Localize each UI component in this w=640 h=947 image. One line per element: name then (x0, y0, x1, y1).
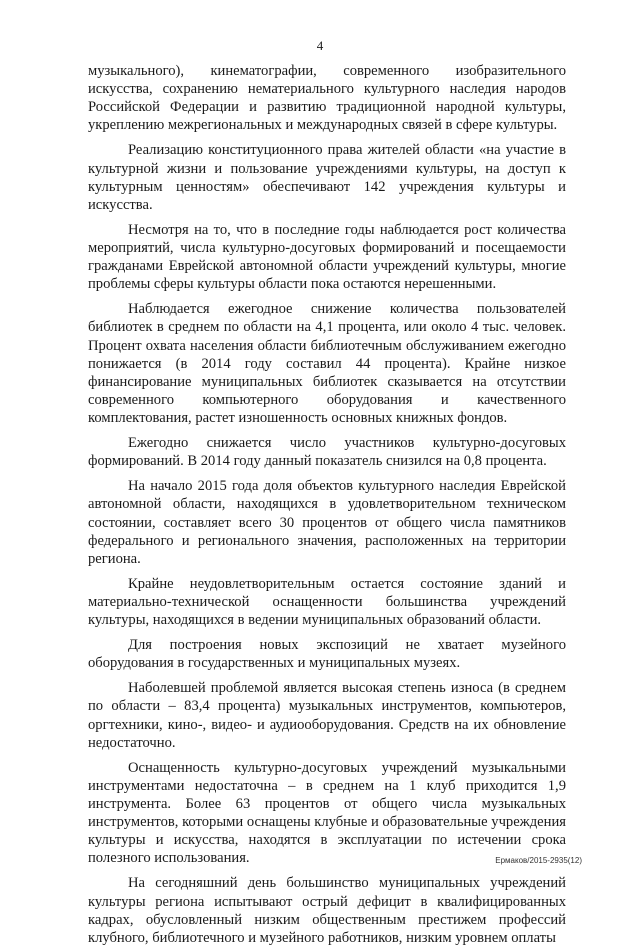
document-body (88, 62, 566, 947)
document-code: Ермаков/2015-2935(12) (495, 856, 582, 865)
paragraph: Крайне неудовлетворительным остается состояние зданий и материально-технической оснащенности большинства учреждений культуры, находящихся в ведении муниципальных образований области. (88, 575, 566, 629)
paragraph: Ежегодно снижается число участников культурно-досуговых формирований. В 2014 году данный показатель снизился на 0,8 процента. (88, 435, 566, 470)
paragraph: Для построения новых экспозиций не хватает музейного оборудования в государственных и муниципальных музеях. (88, 637, 566, 672)
paragraph: Наболевшей проблемой является высокая степень износа (в среднем по области – 83,4 процента) музыкальных инструментов, компьютеров, оргтехники, кино-, видео- и аудиооборудования. Средств на их обновление недостаточно. (88, 680, 566, 751)
paragraph: Оснащенность культурно-досуговых учреждений музыкальными инструментами недостаточна – в среднем на 1 клуб приходится 1,9 инструмента. Более 63 процентов от общего числа музыкальных инструментов, которыми оснащены клубные и образовательные учреждения культуры и искусства, находятся в эксплуатации по истечении срока полезного использования. (88, 759, 566, 867)
paragraph: На сегодняшний день большинство муниципальных учреждений культуры региона испытывают острый дефицит в квалифицированных кадрах, обусловленный низким общественным престижем профессий клубного, библиотечного и музейного работников, низким уровнем оплаты (88, 875, 566, 946)
page-number: 4 (316, 38, 324, 53)
paragraph: Наблюдается ежегодное снижение количества пользователей библиотек в среднем по области на 4,1 процента, или около 4 тыс. человек. Процент охвата населения области библиотечным обслуживанием ежегодно понижается (в 2014 году составил 44 процента). Крайне низкое финансирование муниципальных библиотек сказывается на отсутствии современного компьютерного оборудования и качественного комплектования, растет изношенность основных книжных фондов. (88, 301, 566, 427)
paragraph: На начало 2015 года доля объектов культурного наследия Еврейской автономной области, находящихся в удовлетворительном техническом состоянии, составляет всего 30 процентов от общего числа памятников федерального и регионального значения, расположенных на территории региона. (88, 478, 566, 567)
paragraph: Несмотря на то, что в последние годы наблюдается рост количества мероприятий, числа культурно-досуговых формирований и посещаемости гражданами Еврейской автономной области учреждений культуры, многие проблемы сферы культуры области пока остаются нерешенными. (88, 221, 566, 293)
paragraph: Реализацию конституционного права жителей области «на участие в культурной жизни и пользование учреждениями культуры, на доступ к культурным ценностям» обеспечивают 142 учреждения культуры и искусства. (88, 142, 566, 213)
paragraph: музыкального), кинематографии, современного изобразительного искусства, сохранению нематериального культурного наследия народов Российской Федерации и развитию традиционной народной культуры, укреплению межрегиональных и международных связей в сфере культуры. (88, 63, 566, 134)
